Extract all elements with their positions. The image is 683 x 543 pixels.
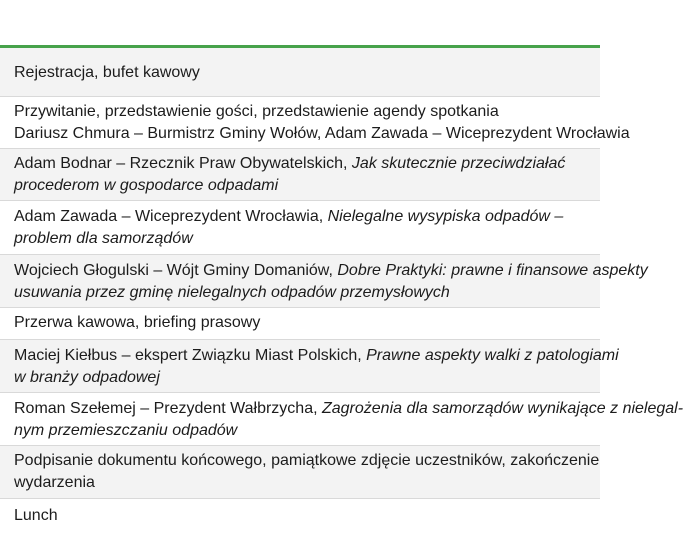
- talk-title: Zagrożenia dla samorządów wynikające z nielegal-: [321, 400, 683, 417]
- agenda-item-text: Lunch: [14, 507, 58, 524]
- agenda-row: [0, 97, 630, 149]
- agenda-item-text: [14, 260, 648, 282]
- agenda-row: [0, 499, 600, 539]
- talk-title: problem dla samorządów: [14, 230, 193, 247]
- talk-title: w branży odpadowej: [14, 369, 160, 386]
- agenda-item-text: Dariusz Chmura – Burmistrz Gminy Wołów, Adam Zawada – Wiceprezydent Wrocławia: [14, 125, 630, 142]
- agenda-item-text: [14, 398, 683, 420]
- agenda-item-text: Przywitanie, przedstawienie gości, przedstawienie agendy spotkania: [14, 103, 499, 120]
- talk-title: nym przemieszczaniu odpadów: [14, 422, 238, 439]
- agenda-row: [0, 201, 600, 255]
- agenda-item-text: wydarzenia: [14, 474, 95, 491]
- agenda-row: [0, 149, 600, 201]
- agenda-item-text: Podpisanie dokumentu końcowego, pamiątkowe zdjęcie uczestników, zakończenie: [14, 452, 600, 469]
- agenda-item-text: [14, 345, 619, 367]
- talk-title: Nielegalne wysypiska odpadów –: [327, 208, 564, 225]
- talk-title: Prawne aspekty walki z patologiami: [366, 347, 619, 364]
- agenda-item-text: Rejestracja, bufet kawowy: [14, 64, 200, 81]
- agenda-row: [0, 340, 619, 393]
- speaker-text: Adam Zawada – Wiceprezydent Wrocławia,: [14, 208, 328, 225]
- agenda-row: [0, 48, 600, 97]
- agenda-row: [0, 393, 683, 446]
- talk-title: usuwania przez gminę nielegalnych odpadów przemysłowych: [14, 284, 450, 301]
- agenda-item-text: Przerwa kawowa, briefing prasowy: [14, 314, 261, 331]
- speaker-text: Roman Szełemej – Prezydent Wałbrzycha,: [14, 400, 322, 417]
- speaker-text: Adam Bodnar – Rzecznik Praw Obywatelskich,: [14, 155, 352, 172]
- talk-title: Dobre Praktyki: prawne i finansowe aspekty: [337, 262, 648, 279]
- speaker-text: Wojciech Głogulski – Wójt Gminy Domaniów,: [14, 262, 338, 279]
- talk-title: Jak skutecznie przeciwdziałać: [351, 155, 566, 172]
- agenda-row: [0, 446, 600, 499]
- agenda-item-text: [14, 206, 600, 228]
- agenda-row: [0, 255, 648, 308]
- agenda-item-text: [14, 153, 600, 175]
- agenda-row: [0, 308, 600, 340]
- agenda-table: [0, 48, 683, 539]
- speaker-text: Maciej Kiełbus – ekspert Związku Miast Polskich,: [14, 347, 367, 364]
- talk-title: procederom w gospodarce odpadami: [14, 177, 279, 194]
